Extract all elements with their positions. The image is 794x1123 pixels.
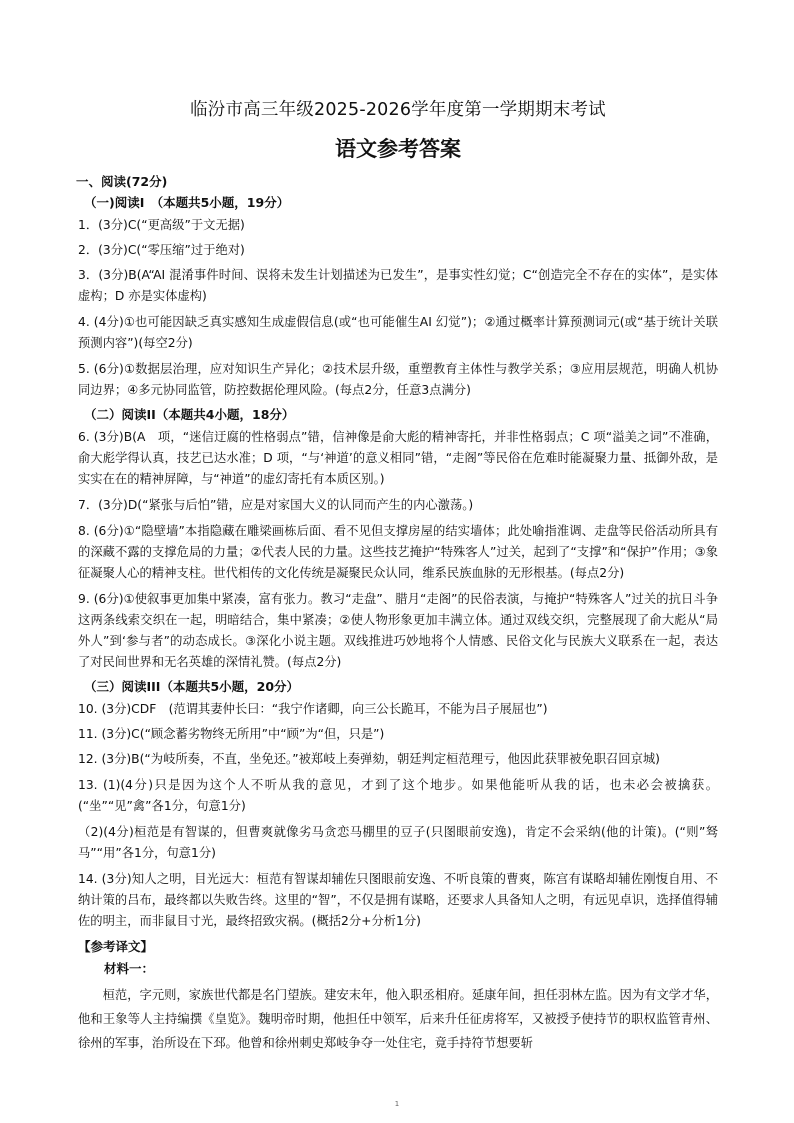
answer-key-title: 语文参考答案	[335, 137, 461, 161]
part3-heading: （三）阅读III（本题共5小题，20分）	[84, 679, 300, 694]
answer-item-11: 11. (3分)C(“顾念蓄劣物终无所用”中“顾”为“但，只是”)	[78, 727, 385, 741]
answer-item-13-2: （2)(4分)桓范是有智谋的，但曹爽就像劣马贪恋马棚里的豆子(只图眼前安逸)，肯定不会采纳(他的计策)。(“则”驽马”“用”各1分，句意1分)	[78, 825, 718, 860]
answer-item-5: 5. (6分)①数据层治理，应对知识生产异化；②技术层升级，重塑教育主体性与教学关系；③应用层规范，明确人机协同边界；④多元协同监管，防控数据伦理风险。(每点2分，任意3点满分)	[78, 362, 718, 397]
answer-item-7: 7．(3分)D(“紧张与后怕”错，应是对家国大义的认同而产生的内心激荡。)	[78, 498, 474, 512]
answer-item-2: 2．(3分)C(“零压缩”过于绝对)	[78, 243, 245, 257]
reference-translation-heading: 【参考译文】	[78, 939, 154, 954]
document-page	[78, 96, 718, 1055]
answer-item-12: 12. (3分)B(“为岐所奏，不直，坐免还。”被郑岐上奏弹劾，朝廷判定桓范理亏，他因此获罪被免职召回京城)	[78, 752, 660, 766]
answer-item-9: 9. (6分)①使叙事更加集中紧凑，富有张力。教习“走盘”、腊月“走阁”的民俗表演，与掩护“特殊客人”过关的抗日斗争这两条线索交织在一起，明暗结合，集中紧凑；②使人物形象更加丰满立体。通过双线交织，完整展现了俞大彪从“局外人”到‘参与者”的动态成长。③深化小说主题。双线推进巧妙地将个人情感、民俗文化与民族大义联系在一起，表达了对民间世界和无名英雄的深情礼赞。(每点2分)	[78, 592, 718, 669]
answer-item-14: 14. (3分)知人之明，目光远大：桓范有智谋却辅佐只图眼前安逸、不听良策的曹爽，陈宫有谋略却辅佐刚愎自用、不纳计策的吕布，最终都以失败告终。这里的“智”，不仅是拥有谋略，还要求人具备知人之明，有远见卓识，选择值得辅佐的明主，而非鼠目寸光，最终招致灾祸。(概括2分+分析1分)	[78, 872, 718, 928]
translation-paragraph: 桓范，字元则，家族世代都是名门望族。建安末年，他入职丞相府。延康年间，担任羽林左监。因为有文学才华，他和王象等人主持编撰《皇览》。魏明帝时期，他担任中领军，后来升任征虏将军，又被授予使持节的职权监管青州、徐州的军事，治所设在下邳。他曾和徐州刺史郑岐争夺一处住宅，竟手持符节想要斩	[78, 988, 718, 1050]
exam-title: 临汾市高三年级2025-2026学年度第一学期期末考试	[190, 100, 606, 120]
page-number: 1	[394, 1100, 400, 1108]
answer-item-13-1: 13. (1)(4分)只是因为这个人不听从我的意见，才到了这个地步。如果他能听从我的话，也未必会被擒获。(“坐”“见”禽”各1分，句意1分)	[78, 778, 718, 813]
answer-item-8: 8. (6分)①“隐壁墙”本指隐藏在雕梁画栋后面、看不见但支撑房屋的结实墙体；此处喻指淮调、走盘等民俗活动所具有的深藏不露的支撑危局的力量；②代表人民的力量。这些技艺掩护“特殊客人”过关，起到了“支撑”和“保护”作用；③象征凝聚人心的精神支柱。世代相传的文化传统是凝聚民众认同，维系民族血脉的无形根基。(每点2分)	[78, 524, 718, 580]
part2-heading: （二）阅读II（本题共4小题，18分）	[84, 407, 295, 422]
answer-item-6: 6. (3分)B(A 项，“迷信迂腐的性格弱点”错，信神像是俞大彪的精神寄托，并非性格弱点；C 项“溢美之词”不准确，俞大彪学得认真，技艺已达水准；D 项，“与‘神道’的意义相同”错，“走阁”等民俗在危难时能凝聚力量、抵御外敌，是实实在在的精神屏障，与“神道”的虚幻寄托有本质区别。)	[78, 430, 718, 486]
part1-heading: （一)阅读I （本题共5小题，19分）	[84, 195, 290, 210]
answer-item-3: 3．(3分)B(A“AI 混淆事件时间、误将未发生计划描述为已发生”，是事实性幻觉；C“创造完全不存在的实体”，是实体虚构；D 亦是实体虚构)	[78, 268, 718, 303]
section-heading-reading: 一、阅读(72分)	[76, 174, 168, 189]
material-one-label: 材料一：	[104, 961, 155, 976]
answer-item-1: 1．(3分)C(“更高级”于文无据)	[78, 218, 245, 232]
answer-item-4: 4. (4分)①也可能因缺乏真实感知生成虚假信息(或“也可能催生AI 幻觉”)；②通过概率计算预测词元(或“基于统计关联预测内容”)(每空2分)	[78, 315, 718, 350]
answer-item-10: 10. (3分)CDF (范谓其妻仲长曰：“我宁作诸卿，向三公长跪耳，不能为吕子展屈也”)	[78, 702, 548, 716]
